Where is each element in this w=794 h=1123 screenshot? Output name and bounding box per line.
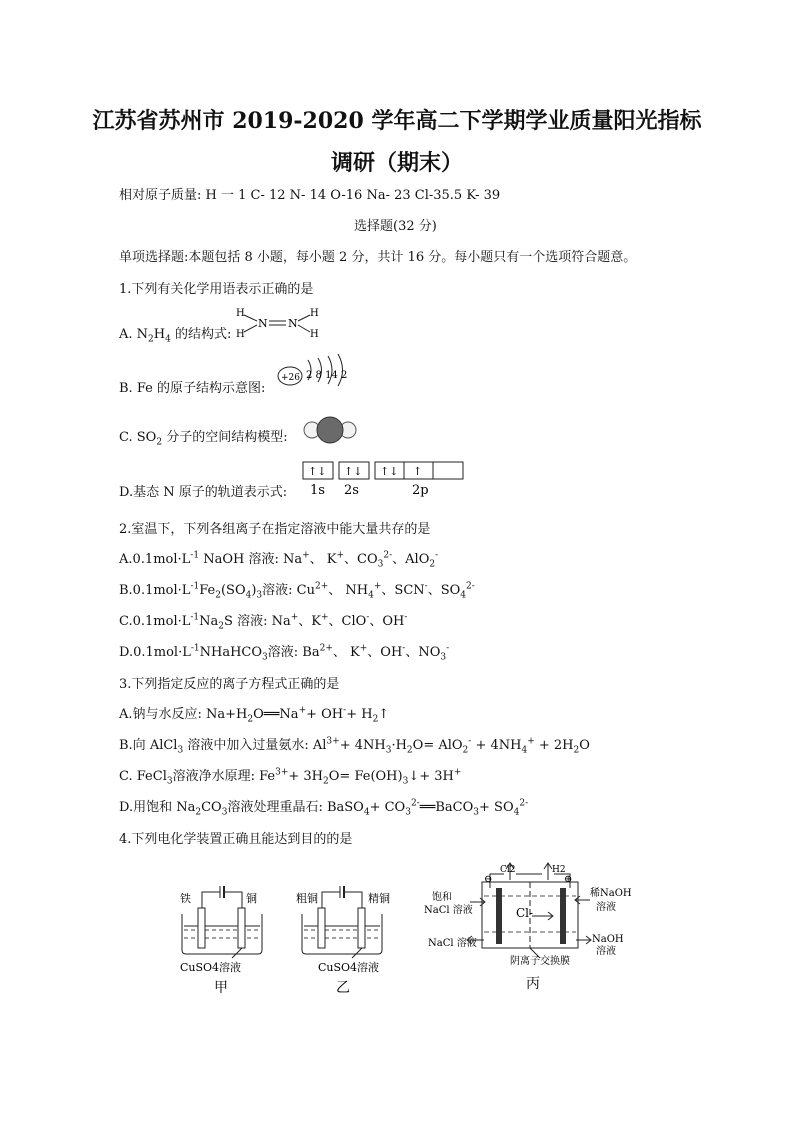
svg-text:CuSO4溶液: CuSO4溶液 <box>180 961 242 974</box>
svg-text:H: H <box>310 308 319 319</box>
svg-text:H: H <box>236 329 245 340</box>
apparatus-jia <box>176 878 276 996</box>
svg-text:H2: H2 <box>552 865 566 875</box>
q1-option-d: D.基态 N 原子的轨道表示式: <box>119 485 288 500</box>
svg-text:乙: 乙 <box>336 980 350 996</box>
svg-text:↑↓: ↑↓ <box>344 465 363 478</box>
svg-text:2s: 2s <box>344 483 359 498</box>
svg-text:H: H <box>236 308 245 319</box>
q3-option-b: B.向 AlCl$_3$ 溶液中加入过量氨水: $Al^{3+}+ 4NH_3\cdot H_2O= AlO_2^- + 4NH_4^+ + 2H_2O$ <box>119 736 590 756</box>
svg-text:溶液: 溶液 <box>596 902 616 913</box>
svg-text:N: N <box>258 317 268 330</box>
svg-text:NaOH: NaOH <box>592 934 624 945</box>
title-line-2: 调研（期末） <box>330 150 463 176</box>
svg-text:精铜: 精铜 <box>368 892 390 905</box>
fe-atomic-structure-figure <box>274 354 354 390</box>
svg-text:↑↓: ↑↓ <box>380 465 399 478</box>
q3-option-c: C. FeCl$_3$溶液净水原理: $Fe^{3+}+ 3H_2O=$ $Fe(OH)_3↓+ 3H^+$ <box>119 767 462 787</box>
svg-text:溶液: 溶液 <box>596 946 616 957</box>
svg-text:阴离子交换膜: 阴离子交换膜 <box>510 956 570 967</box>
q2-option-a: $A.0.1mol\cdot L^{-1}$ NaOH 溶液: Na+、 K+、$CO_3^{2-}$、AlO$_2$- <box>119 550 439 570</box>
q2-stem: 2.室温下，下列各组离子在指定溶液中能大量共存的是 <box>119 522 431 537</box>
svg-text:1s: 1s <box>310 483 325 498</box>
q3-option-a: A.钠与水反应: $Na+H_2O══Na^++ OH^-+$ $H_2↑$ <box>119 705 390 725</box>
svg-text:铜: 铜 <box>246 892 257 905</box>
svg-text:饱和: 饱和 <box>432 892 452 903</box>
q1-option-c: C. $SO_2$ 分子的空间结构模型: <box>119 430 288 448</box>
svg-text:铁: 铁 <box>180 892 191 905</box>
q2-option-d: $D.0.1mol\cdot L^{-1}NHaHCO_3$溶液: $Ba^{2+}$、 K+、OH-、$NO_3^-$ <box>119 643 450 663</box>
atomic-masses: 相对原子质量: H 一 1 C- 12 N- 14 O-16 Na- 23 Cl-35.5 K- 39 <box>119 188 501 203</box>
q3-stem: 3.下列指定反应的离子方程式正确的是 <box>119 677 340 692</box>
instructions: 单项选择题:本题包括 8 小题，每小题 2 分，共计 16 分。每小题只有一个选项符合题意。 <box>119 250 637 265</box>
q2-option-b: $B.0.1mol\cdot L^{-1}Fe_2(SO_4)_3$溶液: $Cu^{2+}$、 $NH_4^+$、SCN-、$SO_4^{2-}$ <box>119 581 475 601</box>
svg-text:N: N <box>288 317 298 330</box>
orbital-diagram-figure <box>302 460 464 500</box>
svg-text:甲: 甲 <box>214 980 228 996</box>
q4-stem: 4.下列电化学装置正确且能达到目的的是 <box>119 832 353 847</box>
apparatus-yi <box>294 878 398 996</box>
svg-text:NaCl 溶液: NaCl 溶液 <box>424 905 473 916</box>
svg-text:↑↓: ↑↓ <box>308 465 327 478</box>
q1-option-a: A. $N_2H_4$ 的结构式: <box>119 327 232 345</box>
svg-text:H: H <box>310 329 319 340</box>
svg-text:NaCl 溶液: NaCl 溶液 <box>428 938 477 949</box>
section-heading: 选择题(32 分) <box>354 219 437 234</box>
svg-text:⊕: ⊕ <box>564 874 573 885</box>
svg-text:2p: 2p <box>412 483 429 498</box>
svg-text:⊖: ⊖ <box>484 874 493 885</box>
q1-stem: 1.下列有关化学用语表示正确的是 <box>119 282 314 297</box>
svg-text:丙: 丙 <box>526 976 540 992</box>
apparatus-bing <box>424 860 638 996</box>
q3-option-d: D.用饱和 $Na_2CO_3$溶液处理重晶石: BaSO$_4$+ $CO_3^{2-}══BaCO_3+ SO_4^{2-}$ <box>119 798 529 818</box>
title-line-1: 江苏省苏州市 2019-2020 学年高二下学期学业质量阳光指标 <box>92 108 702 134</box>
q1-option-b: B. Fe 的原子结构示意图: <box>119 381 266 396</box>
svg-text:稀NaOH: 稀NaOH <box>590 888 632 899</box>
svg-text:CuSO4溶液: CuSO4溶液 <box>318 961 380 974</box>
so2-model-figure <box>302 416 358 444</box>
svg-text:Cl2: Cl2 <box>500 865 516 875</box>
svg-text:Cl-: Cl- <box>516 906 534 920</box>
svg-text:2 8 14 2: 2 8 14 2 <box>306 370 348 381</box>
svg-text:粗铜: 粗铜 <box>296 892 318 905</box>
n2h4-structure-figure <box>234 305 326 341</box>
svg-text:↑: ↑ <box>413 465 423 478</box>
q2-option-c: $C.0.1mol\cdot L^{-1}Na_2S$ 溶液: Na+、K+、ClO-、OH- <box>119 612 408 632</box>
svg-text:+26: +26 <box>281 373 300 383</box>
